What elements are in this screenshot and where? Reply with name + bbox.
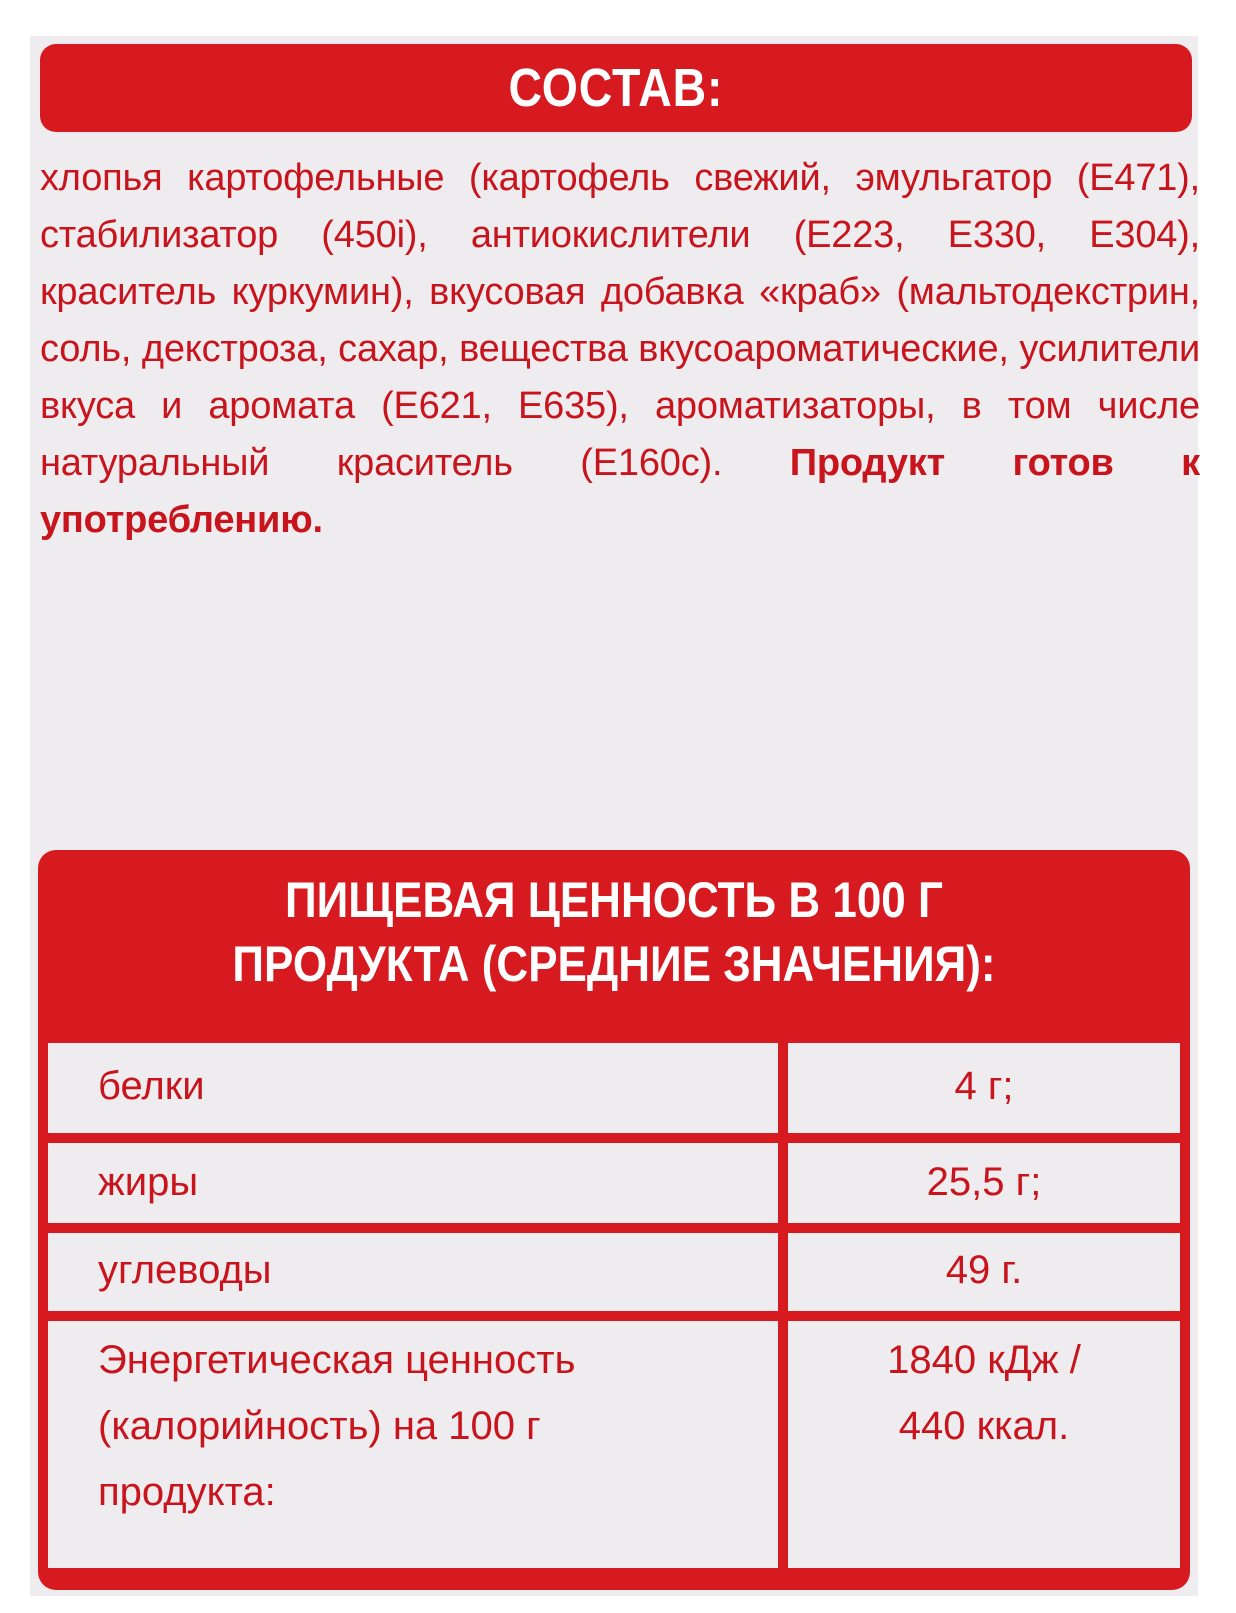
ingredients-text: [40, 150, 1200, 549]
composition-title: СОСТАВ:: [508, 58, 724, 118]
nutrition-title-line-2: ПРОДУКТА (СРЕДНИЕ ЗНАЧЕНИЯ):: [232, 936, 996, 992]
nutrient-value: 4 г;: [788, 1043, 1180, 1133]
energy-label-line-2: (калорийность) на 100 г: [98, 1404, 541, 1448]
nutrition-title-line-1: ПИЩЕВАЯ ЦЕННОСТЬ В 100 Г: [285, 872, 943, 928]
ready-to-eat-note: Продукт готов к употреблению.: [40, 442, 1200, 541]
ingredients-list: хлопья картофельные (картофель свежий, эмульгатор (Е471), стабилизатор (450i), антиокислители (Е223, Е330, Е304), краситель куркумин), вкусовая добавка «краб» (мальтодекстрин, соль, декстроза, сахар, вещества вкусоароматические, усилители вкуса и аромата (Е621, Е635), ароматизаторы, в том числе натуральный краситель (Е160с).: [40, 157, 1200, 484]
nutrient-value: 49 г.: [788, 1233, 1180, 1311]
energy-label-line-3: продукта:: [98, 1470, 276, 1514]
nutrient-name: [48, 1321, 778, 1568]
energy-kcal: 440 ккал.: [898, 1404, 1070, 1448]
nutrient-name: жиры: [48, 1143, 778, 1223]
table-row-protein: [48, 1043, 1180, 1133]
table-row-carbs: [48, 1233, 1180, 1311]
nutrition-table-box: [38, 850, 1190, 1590]
nutrient-value: 25,5 г;: [788, 1143, 1180, 1223]
table-row-energy: [48, 1321, 1180, 1568]
energy-kj: 1840 кДж /: [887, 1338, 1081, 1382]
nutrient-value: [788, 1321, 1180, 1568]
nutrition-title: [38, 868, 1190, 996]
nutrient-name: углеводы: [48, 1233, 778, 1311]
label-panel: [30, 36, 1198, 1596]
table-row-fat: [48, 1143, 1180, 1223]
composition-header: [40, 44, 1192, 132]
energy-label-line-1: Энергетическая ценность: [98, 1338, 576, 1382]
nutrient-name: белки: [48, 1043, 778, 1133]
